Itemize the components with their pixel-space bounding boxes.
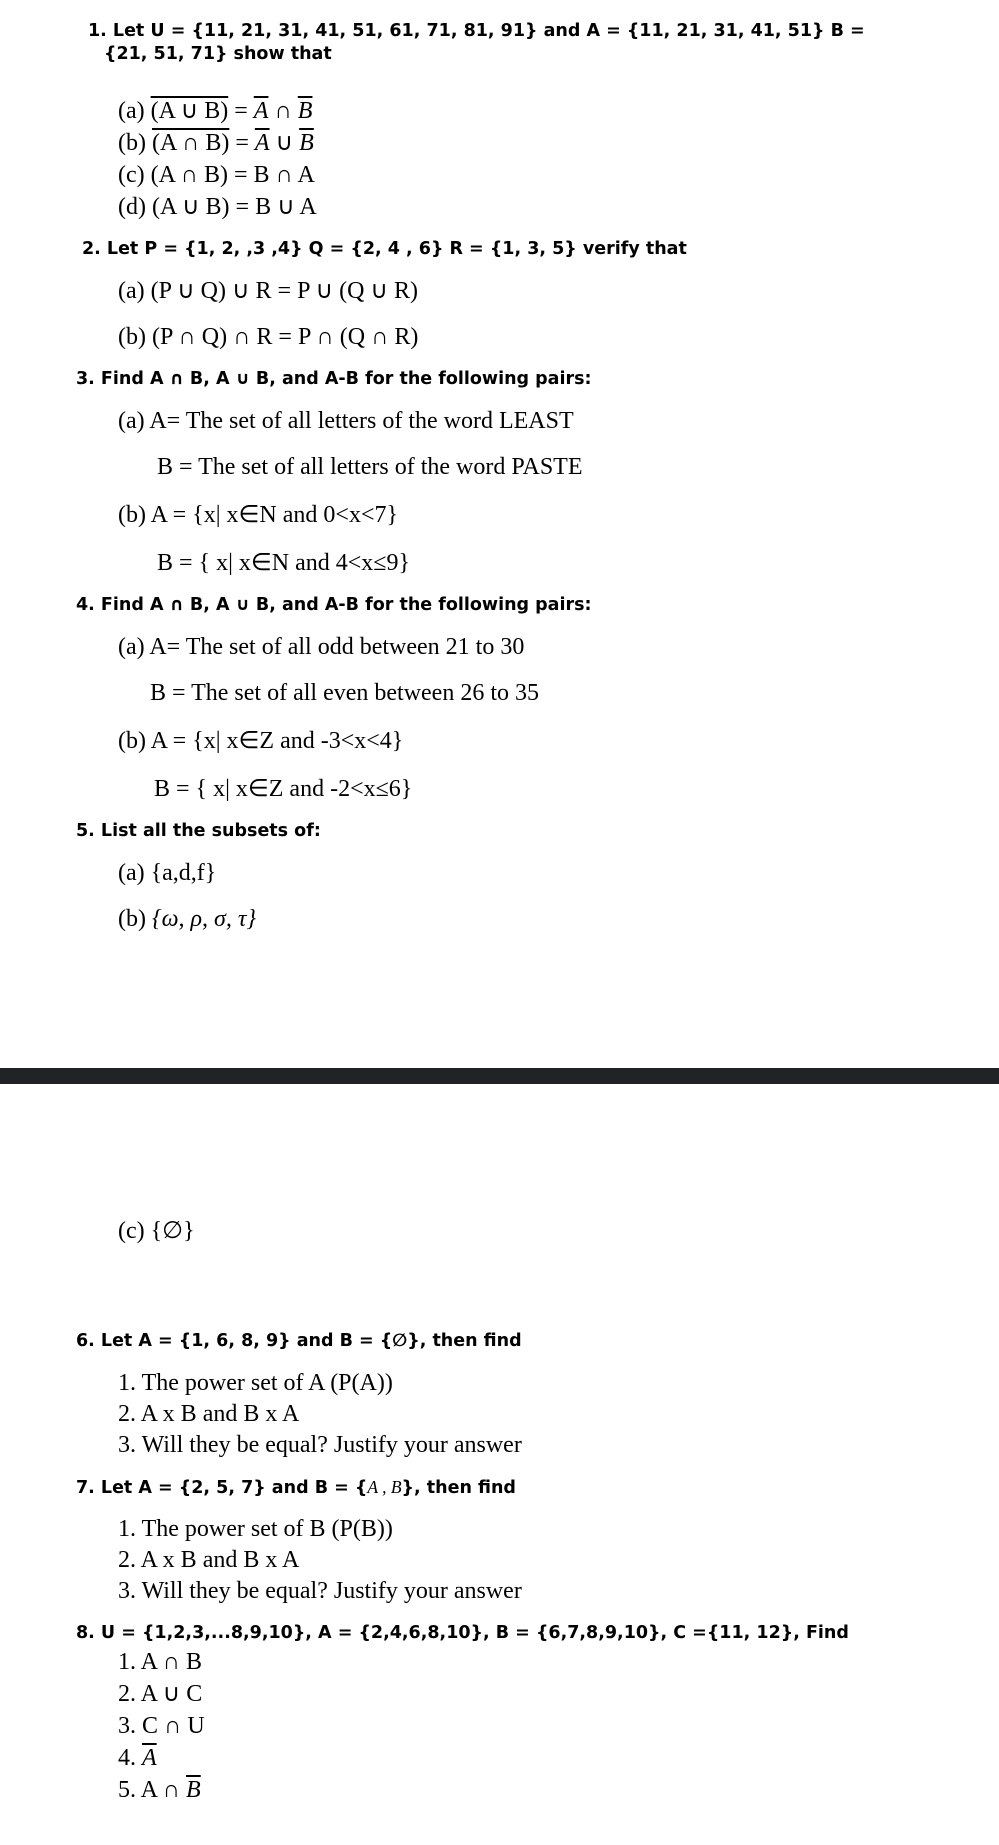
question-1-heading-line1: 1. Let U = {11, 21, 31, 41, 51, 61, 71, 81, 91} and A = {11, 21, 31, 41, 51} B = xyxy=(88,21,865,41)
question-4-part-a-set-a: (a) A= The set of all odd between 21 to 30 xyxy=(118,634,525,660)
question-3-part-a-set-b: B = The set of all letters of the word PASTE xyxy=(157,454,583,480)
question-7-heading: 7. Let A = {2, 5, 7} and B = {A , B}, then find xyxy=(76,1477,516,1498)
question-8-item-2: 2. A ∪ C xyxy=(118,1681,203,1707)
question-1-heading-line2: {21, 51, 71} show that xyxy=(104,44,332,64)
question-1-part-c: (c) (A ∩ B) = B ∩ A xyxy=(118,162,315,188)
question-4-part-a-set-b: B = The set of all even between 26 to 35 xyxy=(150,680,539,706)
question-5-heading: 5. List all the subsets of: xyxy=(76,821,321,841)
question-8-item-1: 1. A ∩ B xyxy=(118,1649,203,1675)
question-6-item-2: 2. A x B and B x A xyxy=(118,1401,300,1427)
question-8-item-4: 4. $\overline{A}$ xyxy=(118,1745,157,1771)
question-7-item-3: 3. Will they be equal? Justify your answer xyxy=(118,1578,522,1604)
question-1-part-a: (a) (A ∪ $B) = \overline{A}$ ∩ $\overline{B}$ xyxy=(118,98,313,124)
question-5-part-a: (a) {a,d,f} xyxy=(118,860,217,886)
question-2-heading: 2. Let P = {1, 2, ,3 ,4} Q = {2, 4 , 6} R = {1, 3, 5} verify that xyxy=(82,239,687,259)
worksheet-page-2 xyxy=(0,1084,999,1845)
question-3-part-b-set-a: (b) A = {x| x∈N and 0<x<7} xyxy=(118,502,399,528)
question-3-part-b-set-b: B = { x| x∈N and 4<x≤9} xyxy=(157,550,410,576)
question-7-item-1: 1. The power set of B (P(B)) xyxy=(118,1516,393,1542)
question-6-item-3: 3. Will they be equal? Justify your answer xyxy=(118,1432,522,1458)
question-4-heading: 4. Find A ∩ B, A ∪ B, and A-B for the following pairs: xyxy=(76,595,592,615)
question-8-item-5: 5. A ∩ $\overline{B}$ xyxy=(118,1777,201,1803)
question-5-part-b: (b) {ω, ρ, σ, τ} xyxy=(118,906,257,932)
question-5-part-c: (c) {∅} xyxy=(118,1218,195,1244)
question-8-heading: 8. U = {1,2,3,...8,9,10}, A = {2,4,6,8,10}, B = {6,7,8,9,10}, C ={11, 12}, Find xyxy=(76,1623,849,1643)
question-2-part-a: (a) (P ∪ Q) ∪ R = P ∪ (Q ∪ R) xyxy=(118,278,418,304)
question-7-item-2: 2. A x B and B x A xyxy=(118,1547,300,1573)
question-8-item-3: 3. C ∩ U xyxy=(118,1713,205,1739)
question-2-part-b: (b) (P ∩ Q) ∩ R = P ∩ (Q ∩ R) xyxy=(118,324,419,350)
page-divider xyxy=(0,1068,999,1084)
question-6-heading: 6. Let A = {1, 6, 8, 9} and B = {∅}, then find xyxy=(76,1331,522,1351)
question-3-heading: 3. Find A ∩ B, A ∪ B, and A-B for the following pairs: xyxy=(76,369,592,389)
question-6-item-1: 1. The power set of A (P(A)) xyxy=(118,1370,393,1396)
question-3-part-a-set-a: (a) A= The set of all letters of the word LEAST xyxy=(118,408,574,434)
question-4-part-b-set-b: B = { x| x∈Z and -2<x≤6} xyxy=(154,776,413,802)
question-1-part-d: (d) (A ∪ B) = B ∪ A xyxy=(118,194,317,220)
question-4-part-b-set-a: (b) A = {x| x∈Z and -3<x<4} xyxy=(118,728,404,754)
question-1-part-b: (b) (A ∩ $B) = \overline{A}$ ∪ $\overline{B}$ xyxy=(118,130,314,156)
